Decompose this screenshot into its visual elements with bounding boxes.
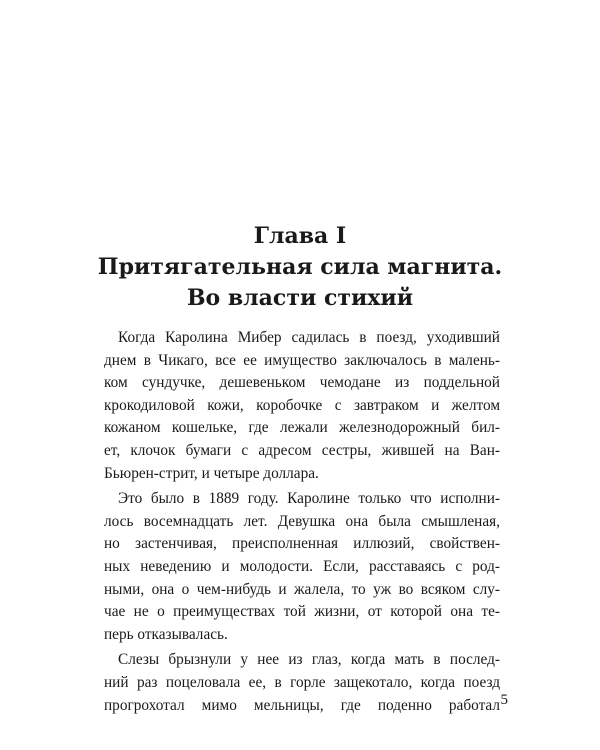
chapter-title-line-1: Притягательная сила магнита. <box>97 254 503 280</box>
chapter-number: Глава I <box>253 223 347 249</box>
text-line: ет, клочок бумаги с адресом сестры, жившей на Ван- <box>104 441 500 459</box>
text-line: перь отказывалась. <box>104 625 228 643</box>
text-line: но застенчивая, преисполненная иллюзий, свойствен- <box>104 535 500 553</box>
text-line: ных неведению и молодости. Если, расставаясь с род- <box>104 557 500 575</box>
text-line: днем в Чикаго, все ее имущество заключалось в малень- <box>104 351 500 369</box>
text-line: Когда Каролина Мибер садилась в поезд, уходивший <box>118 329 500 346</box>
text-line: ком сундучке, дешевеньком чемодане из поддельной <box>104 374 500 392</box>
paragraph-2 <box>104 488 500 646</box>
text-line: чае не о преимуществах той жизни, от которой она те- <box>104 603 500 621</box>
chapter-title-line-2: Во власти стихий <box>186 285 414 311</box>
text-line: крокодиловой кожи, коробочке с завтраком и желтом <box>104 396 500 414</box>
text-line: Это было в 1889 году. Каролине только что исполни- <box>118 490 500 508</box>
body-text <box>104 327 500 717</box>
text-line: кожаном кошельке, где лежали железнодорожный бил- <box>104 419 500 437</box>
text-line: ными, она о чем-нибудь и жалела, то уж во всяком слу- <box>104 580 500 598</box>
text-line: Слезы брызнули у нее из глаз, когда мать в послед- <box>118 651 500 669</box>
text-line: лось восемнадцать лет. Девушка она была смышленая, <box>104 512 500 530</box>
chapter-heading <box>0 221 600 314</box>
text-line: Бьюрен-стрит, и четыре доллара. <box>104 464 319 482</box>
paragraph-3 <box>104 649 500 717</box>
text-line: ний раз поцеловала ее, в горле защекотало, когда поезд <box>104 673 500 691</box>
text-line: прогрохотал мимо мельницы, где поденно работал <box>104 696 500 714</box>
paragraph-1 <box>104 327 500 485</box>
page-number: 5 <box>500 692 508 708</box>
